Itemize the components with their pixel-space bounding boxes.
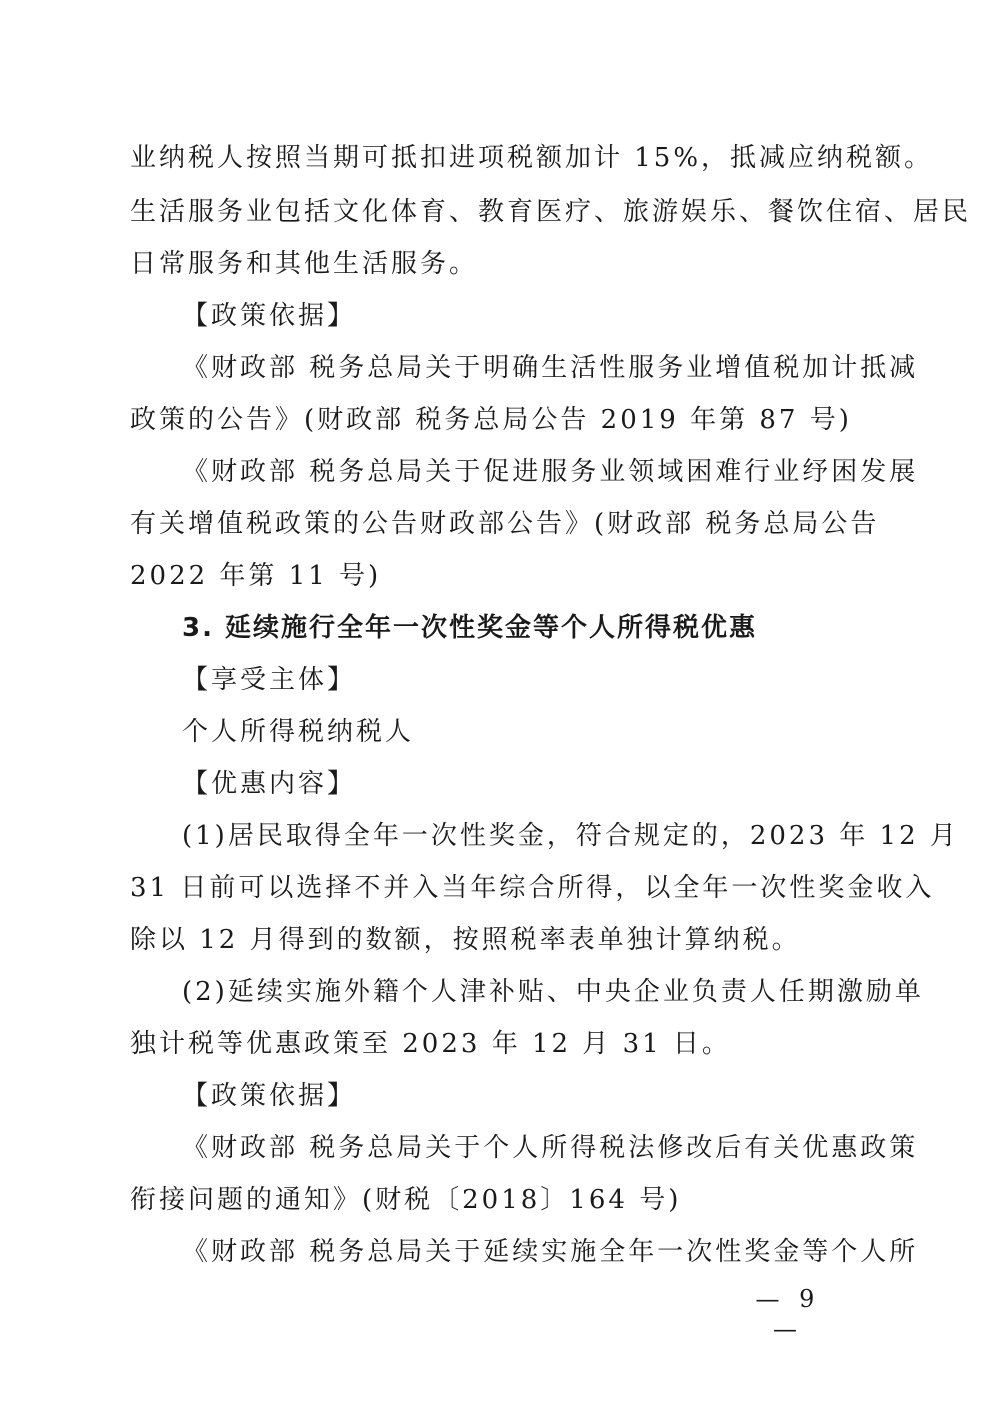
- policy-basis-label: 【政策依据】: [182, 301, 357, 331]
- reference-line: 2022 年第 11 号): [130, 561, 382, 591]
- reference-line: 《财政部 税务总局关于个人所得税法修改后有关优惠政策: [182, 1133, 919, 1163]
- reference-line: 有关增值税政策的公告财政部公告》(财政部 税务总局公告: [130, 509, 880, 539]
- reference-line: 《财政部 税务总局关于促进服务业领域困难行业纾困发展: [182, 457, 919, 487]
- item-line: (2)延续实施外籍个人津补贴、中央企业负责人任期激励单: [182, 977, 924, 1007]
- reference-line: 衔接问题的通知》(财税〔2018〕164 号): [130, 1185, 682, 1215]
- paragraph-line: 生活服务业包括文化体育、教育医疗、旅游娱乐、餐饮住宿、居民: [130, 197, 972, 227]
- item-line: 31 日前可以选择不并入当年综合所得，以全年一次性奖金收入: [130, 873, 935, 903]
- reference-line: 《财政部 税务总局关于明确生活性服务业增值税加计抵减: [182, 353, 919, 383]
- reference-line: 《财政部 税务总局关于延续实施全年一次性奖金等个人所: [182, 1237, 919, 1267]
- item-line: (1)居民取得全年一次性奖金，符合规定的，2023 年 12 月: [182, 821, 959, 851]
- reference-line: 政策的公告》(财政部 税务总局公告 2019 年第 87 号): [130, 405, 852, 435]
- subject-label: 【享受主体】: [182, 665, 357, 695]
- subject-text: 个人所得税纳税人: [182, 717, 415, 747]
- page-number: — 9 —: [755, 1285, 821, 1343]
- policy-basis-label: 【政策依据】: [182, 1081, 357, 1111]
- item-line: 独计税等优惠政策至 2023 年 12 月 31 日。: [130, 1029, 731, 1059]
- paragraph-line: 日常服务和其他生活服务。: [130, 249, 479, 279]
- paragraph-line: 业纳税人按照当期可抵扣进项税额加计 15%，抵减应纳税额。: [130, 143, 934, 173]
- content-label: 【优惠内容】: [182, 769, 357, 799]
- item-line: 除以 12 月得到的数额，按照税率表单独计算纳税。: [130, 925, 801, 955]
- section-heading: 3. 延续施行全年一次性奖金等个人所得税优惠: [182, 613, 758, 643]
